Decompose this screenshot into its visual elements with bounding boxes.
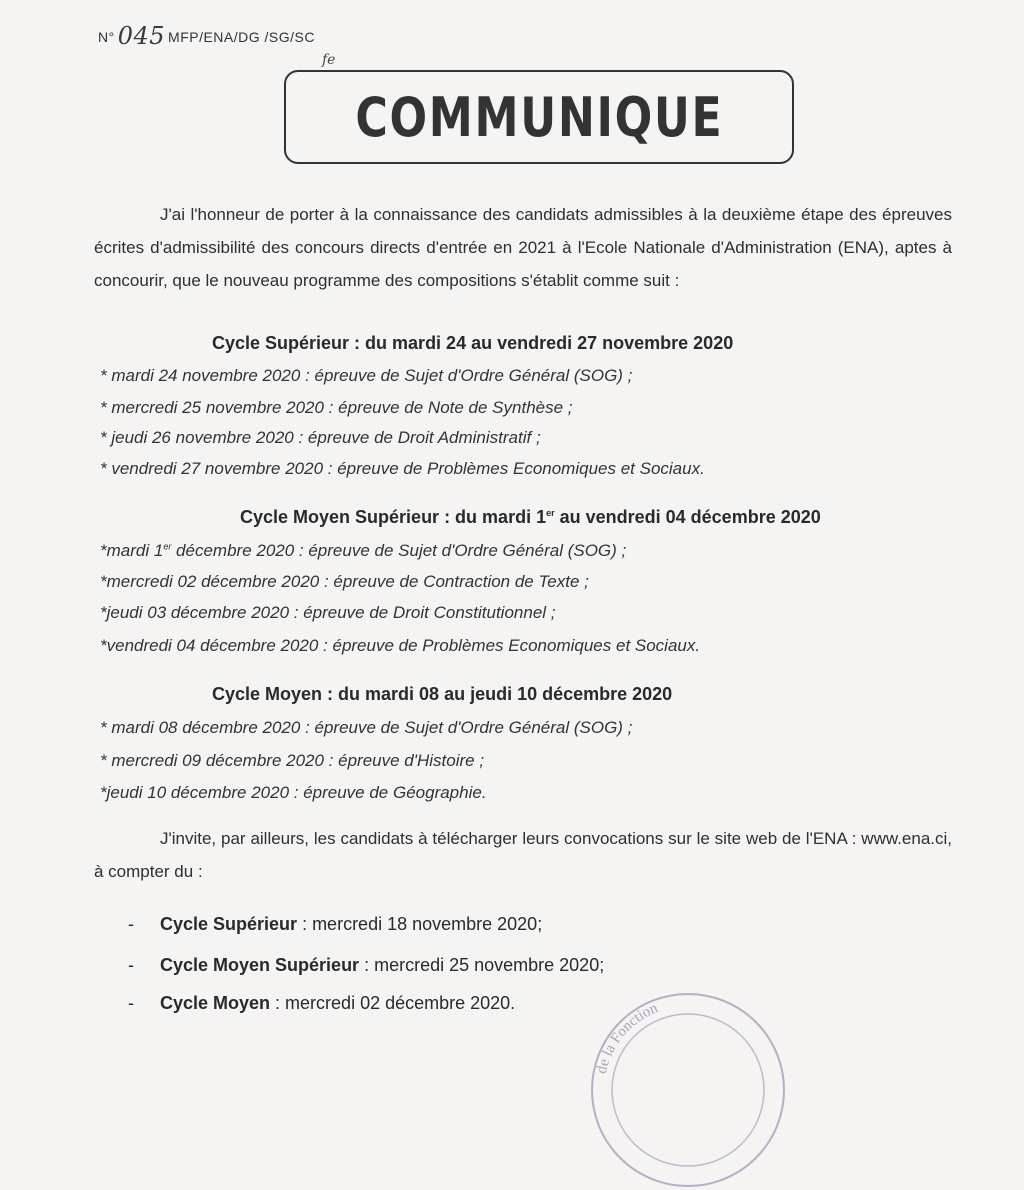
reference-suffix: MFP/ENA/DG /SG/SC [168, 29, 315, 45]
schedule-item: *jeudi 03 décembre 2020 : épreuve de Droit Constitutionnel ; [100, 603, 556, 622]
closing-paragraph: J'invite, par ailleurs, les candidats à télécharger leurs convocations sur le site web de l'ENA : www.ena.ci, à compter du : [94, 829, 952, 881]
schedule-item: *mardi 1er décembre 2020 : épreuve de Sujet d'Ordre Général (SOG) ; [100, 541, 627, 560]
schedule-item: * jeudi 26 novembre 2020 : épreuve de Droit Administratif ; [100, 428, 541, 447]
schedule-item: *jeudi 10 décembre 2020 : épreuve de Géographie. [100, 783, 487, 802]
section-title-cycle-moyen: Cycle Moyen : du mardi 08 au jeudi 10 décembre 2020 [212, 684, 673, 704]
schedule-item: *vendredi 04 décembre 2020 : épreuve de Problèmes Economiques et Sociaux. [100, 636, 701, 655]
title-box [284, 70, 794, 164]
download-date-item: - Cycle Moyen : mercredi 02 décembre 2020. [128, 993, 516, 1013]
schedule-item: * mercredi 09 décembre 2020 : épreuve d'Histoire ; [100, 751, 485, 770]
schedule-item: * mardi 08 décembre 2020 : épreuve de Sujet d'Ordre Général (SOG) ; [100, 718, 633, 737]
page-title: COMMUNIQUE [354, 85, 723, 149]
download-date-item: - Cycle Supérieur : mercredi 18 novembre 2020; [128, 914, 543, 934]
schedule-item: * mercredi 25 novembre 2020 : épreuve de Note de Synthèse ; [100, 398, 573, 417]
section-title-cycle-superieur: Cycle Supérieur : du mardi 24 au vendredi 27 novembre 2020 [212, 333, 734, 353]
schedule-item: * vendredi 27 novembre 2020 : épreuve de Problèmes Economiques et Sociaux. [100, 459, 705, 478]
stamp-text: de la Fonction [593, 1000, 661, 1076]
official-stamp [588, 990, 788, 1190]
download-date-item: - Cycle Moyen Supérieur : mercredi 25 novembre 2020; [128, 955, 605, 975]
reference-prefix: N° [98, 29, 115, 45]
reference-number [98, 22, 315, 50]
section-title-cycle-moyen-superieur: Cycle Moyen Supérieur : du mardi 1er au vendredi 04 décembre 2020 [240, 507, 821, 527]
intro-paragraph: J'ai l'honneur de porter à la connaissance des candidats admissibles à la deuxième étape des épreuves écrites d'admissibilité des concours directs d'entrée en 2021 à l'Ecole Nationale d'Administration (ENA), aptes à concourir, que le nouveau programme des compositions s'établit comme suit : [94, 205, 952, 290]
reference-initial: fe [322, 52, 336, 68]
reference-handwritten-number: 045 [117, 22, 166, 50]
schedule-item: *mercredi 02 décembre 2020 : épreuve de Contraction de Texte ; [100, 572, 589, 591]
schedule-item: * mardi 24 novembre 2020 : épreuve de Sujet d'Ordre Général (SOG) ; [100, 366, 633, 385]
svg-text:de la Fonction [594, 1000, 661, 1075]
